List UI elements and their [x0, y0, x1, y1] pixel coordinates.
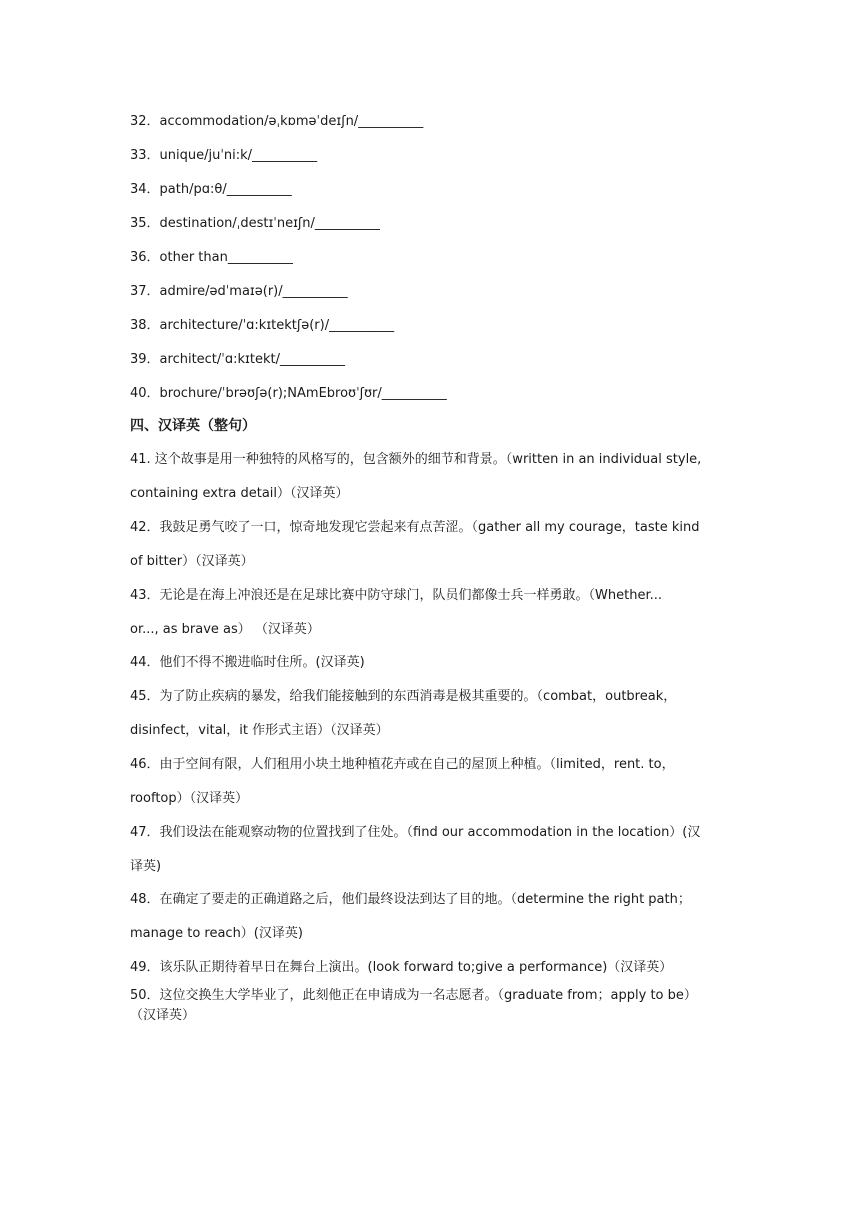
question-48-line-2: manage to reach）(汉译英) [130, 926, 303, 941]
question-46-line-2: rooftop）（汉译英） [130, 791, 249, 806]
question-50-line-1: 50．这位交换生大学毕业了，此刻他正在申请成为一名志愿者。（graduate from；apply to be） [130, 988, 697, 1003]
question-47-line-2: 译英) [130, 859, 162, 874]
vocab-item-35: 35．destination/ˌdestɪˈneɪʃn/__________ [130, 216, 380, 231]
section-heading: 四、汉译英（整句） [130, 418, 256, 434]
vocab-item-38: 38．architecture/ˈɑ:kɪtektʃə(r)/__________ [130, 318, 395, 333]
question-42-line-2: of bitter）（汉译英） [130, 554, 254, 569]
vocab-item-32: 32．accommodation/əˌkɒməˈdeɪʃn/__________ [130, 114, 424, 129]
question-43-line-1: 43．无论是在海上冲浪还是在足球比赛中防守球门，队员们都像士兵一样勇敢。（Whether... [130, 588, 663, 603]
question-44-line-1: 44．他们不得不搬进临时住所。(汉译英) [130, 655, 365, 670]
question-46-line-1: 46．由于空间有限，人们租用小块土地种植花卉或在自己的屋顶上种植。（limited，rent. to， [130, 757, 675, 772]
vocab-item-37: 37．admire/ədˈmaɪə(r)/__________ [130, 284, 348, 299]
question-47-line-1: 47．我们设法在能观察动物的位置找到了住处。（find our accommodation in the location）(汉 [130, 825, 701, 840]
question-43-line-2: or..., as brave as） （汉译英） [130, 622, 320, 637]
vocab-item-36: 36．other than__________ [130, 250, 293, 265]
question-50-line-2: （汉译英） [130, 1008, 196, 1023]
vocab-item-33: 33．unique/juˈni:k/__________ [130, 148, 318, 163]
vocab-item-40: 40．brochure/ˈbrəʊʃə(r);NAmEbroʊˈʃʊr/__________ [130, 386, 447, 401]
question-42-line-1: 42．我鼓足勇气咬了一口，惊奇地发现它尝起来有点苦涩。（gather all my courage，taste kind [130, 520, 700, 535]
question-41-line-2: containing extra detail）（汉译英） [130, 486, 349, 501]
question-49-line-1: 49．该乐队正期待着早日在舞台上演出。(look forward to;give a performance)（汉译英） [130, 960, 673, 975]
question-45-line-1: 45．为了防止疾病的暴发，给我们能接触到的东西消毒是极其重要的。（combat，outbreak， [130, 689, 677, 704]
vocab-item-39: 39．architect/ˈɑ:kɪtekt/__________ [130, 352, 345, 367]
question-45-line-2: disinfect，vital，it 作形式主语）（汉译英） [130, 723, 389, 738]
question-48-line-1: 48．在确定了要走的正确道路之后，他们最终设法到达了目的地。（determine the right path； [130, 892, 691, 907]
vocab-item-34: 34．path/pɑ:θ/__________ [130, 182, 292, 197]
question-41-line-1: 41. 这个故事是用一种独特的风格写的，包含额外的细节和背景。（written in an individual style, [130, 452, 702, 467]
